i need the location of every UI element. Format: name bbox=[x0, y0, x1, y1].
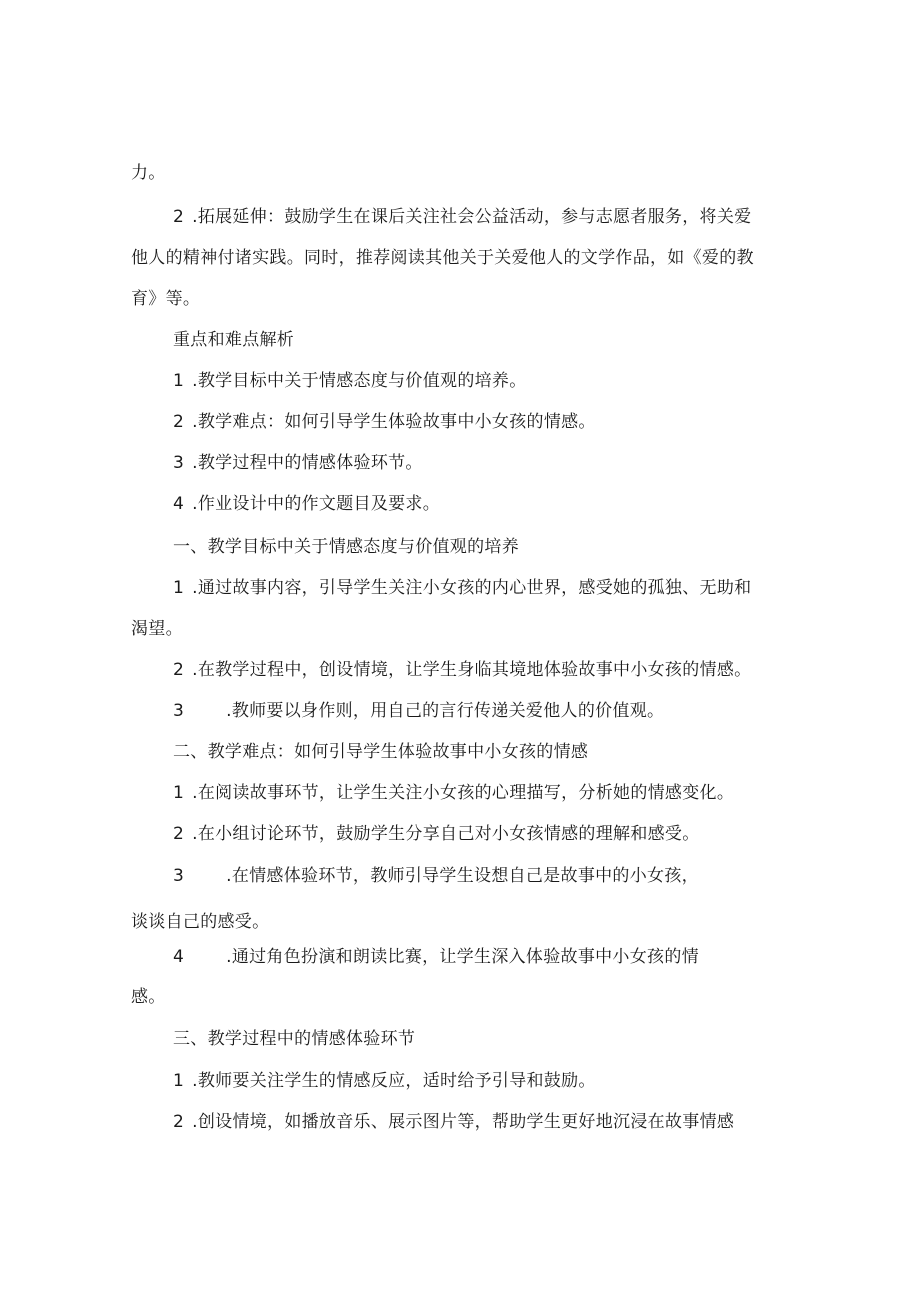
paragraph-line bbox=[131, 287, 200, 311]
list-item bbox=[173, 822, 700, 846]
text: 育》等。 bbox=[131, 289, 201, 309]
list-number: 4 bbox=[173, 947, 185, 967]
list-text: .教师要关注学生的情感反应，适时给予引导和鼓励。 bbox=[192, 1071, 596, 1091]
list-text: .通过角色扮演和朗读比赛，让学生深入体验故事中小女孩的情 bbox=[226, 947, 699, 967]
list-number: 2 bbox=[173, 1112, 185, 1132]
section-heading bbox=[173, 535, 519, 559]
list-item bbox=[173, 451, 423, 475]
list-text: .通过故事内容，引导学生关注小女孩的内心世界，感受她的孤独、无助和 bbox=[192, 578, 752, 598]
text: 二、教学难点：如何引导学生体验故事中小女孩的情感 bbox=[173, 742, 589, 762]
list-number: 4 bbox=[173, 494, 185, 514]
list-number: 2 bbox=[173, 207, 185, 227]
list-item bbox=[173, 864, 699, 888]
list-number: 2 bbox=[173, 660, 185, 680]
list-number: 3 bbox=[173, 453, 185, 473]
section-heading bbox=[173, 1027, 415, 1051]
list-item bbox=[173, 945, 699, 969]
list-text: .在小组讨论环节，鼓励学生分享自己对小女孩情感的理解和感受。 bbox=[192, 824, 700, 844]
text: 三、教学过程中的情感体验环节 bbox=[173, 1029, 416, 1049]
list-number: 3 bbox=[173, 701, 185, 721]
text: 感。 bbox=[131, 987, 166, 1007]
list-number: 2 bbox=[173, 824, 185, 844]
list-text: .在教学过程中，创设情境，让学生身临其境地体验故事中小女孩的情感。 bbox=[192, 660, 752, 680]
paragraph-line bbox=[131, 910, 269, 934]
list-item bbox=[173, 369, 527, 393]
list-item bbox=[173, 492, 440, 516]
list-item bbox=[173, 781, 734, 805]
text: 谈谈自己的感受。 bbox=[131, 912, 270, 932]
list-text: .作业设计中的作文题目及要求。 bbox=[192, 494, 441, 514]
list-text: .教学目标中关于情感态度与价值观的培养。 bbox=[192, 371, 527, 391]
list-number: 1 bbox=[173, 1071, 185, 1091]
list-number: 1 bbox=[173, 578, 185, 598]
text: 一、教学目标中关于情感态度与价值观的培养 bbox=[173, 537, 519, 557]
paragraph-line bbox=[131, 985, 166, 1009]
paragraph-line bbox=[131, 617, 183, 641]
list-number: 2 bbox=[173, 412, 185, 432]
text: 渴望。 bbox=[131, 619, 183, 639]
section-heading bbox=[173, 740, 588, 764]
paragraph-line bbox=[131, 246, 754, 270]
list-text: .在阅读故事环节，让学生关注小女孩的心理描写，分析她的情感变化。 bbox=[192, 783, 735, 803]
list-item bbox=[173, 576, 751, 600]
list-number: 3 bbox=[173, 866, 185, 886]
list-text: .教学难点：如何引导学生体验故事中小女孩的情感。 bbox=[192, 412, 596, 432]
list-text: .教师要以身作则，用自己的言行传递关爱他人的价值观。 bbox=[226, 701, 665, 721]
section-heading bbox=[173, 328, 294, 352]
paragraph-line bbox=[131, 161, 166, 185]
list-text: .创设情境，如播放音乐、展示图片等，帮助学生更好地沉浸在故事情感 bbox=[192, 1112, 735, 1132]
list-item bbox=[173, 699, 664, 723]
list-item bbox=[173, 658, 751, 682]
list-item bbox=[173, 410, 596, 434]
text: 他人的精神付诸实践。同时，推荐阅读其他关于关爱他人的文学作品，如《爱的教 bbox=[131, 248, 754, 268]
text: 重点和难点解析 bbox=[173, 330, 295, 350]
list-item bbox=[173, 1069, 596, 1093]
list-text: .在情感体验环节，教师引导学生设想自己是故事中的小女孩， bbox=[226, 866, 699, 886]
list-item bbox=[173, 1110, 734, 1134]
list-text: .教学过程中的情感体验环节。 bbox=[192, 453, 423, 473]
list-number: 1 bbox=[173, 371, 185, 391]
list-number: 1 bbox=[173, 783, 185, 803]
text: 力。 bbox=[131, 163, 166, 183]
list-text: .拓展延伸：鼓励学生在课后关注社会公益活动，参与志愿者服务，将关爱 bbox=[192, 207, 752, 227]
list-item bbox=[173, 205, 751, 229]
